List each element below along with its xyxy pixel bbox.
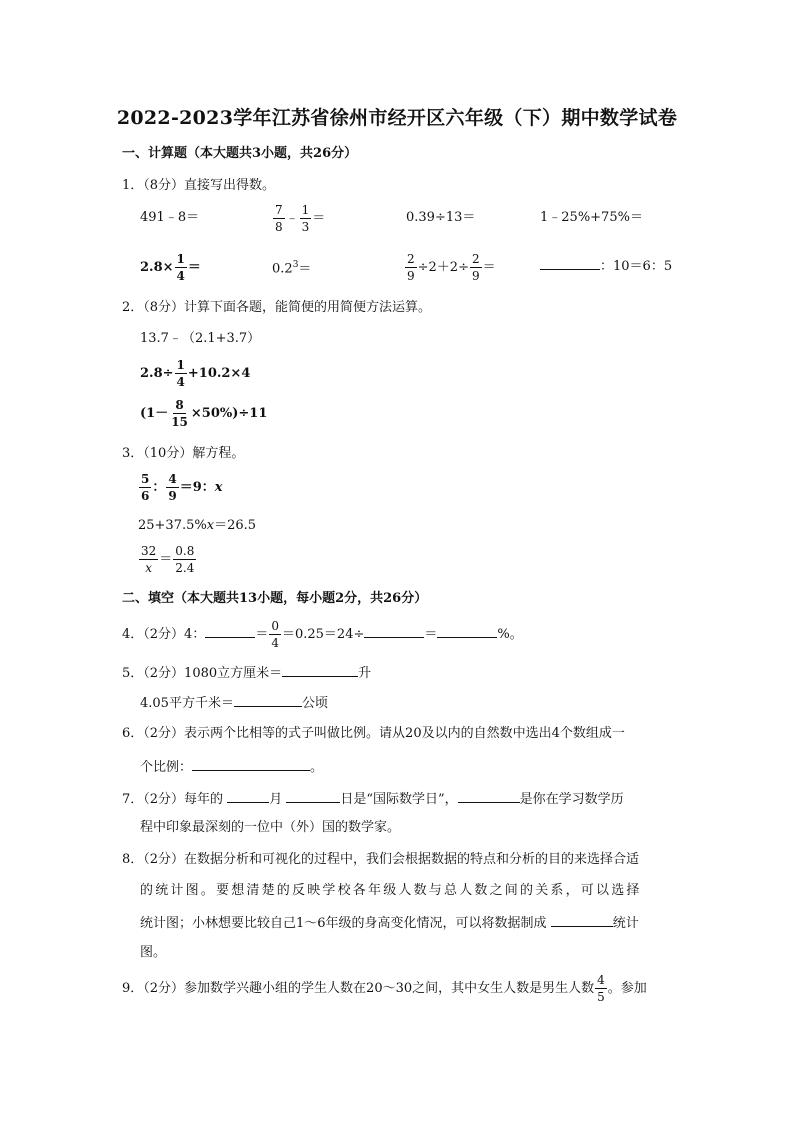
fraction: $\frac{4}{9}$ <box>168 472 177 503</box>
question-6-line-2: 个比例： 。 <box>140 757 323 777</box>
fraction: $\frac{1}{3}$ <box>301 203 310 234</box>
fraction: $\frac{2}{9}$ <box>471 252 480 283</box>
fraction: $\frac{2}{9}$ <box>407 252 415 283</box>
answer-blank[interactable] <box>282 663 358 677</box>
q1-item-b: $\frac{7}{8}$ ﹣ $\frac{1}{3}$ ＝ <box>275 203 326 234</box>
question-2-label: 2．（8分）计算下面各题，能简便的用简便方法运算。 <box>122 300 432 315</box>
section-heading-calc: 一、计算题（本大题共3小题，共26分） <box>122 146 358 161</box>
fraction: $\frac{0.8}{2.4}$ <box>175 544 195 575</box>
question-8-line-1: 8．（2分）在数据分析和可视化的过程中，我们会根据数据的特点和分析的目的来选择合适 <box>122 852 640 867</box>
fraction: $\frac{1}{4}$ <box>176 252 185 283</box>
answer-blank[interactable] <box>458 789 520 803</box>
answer-blank[interactable] <box>234 693 302 707</box>
question-5-line-1: 5．（2分）1080立方厘米＝ 升 <box>122 663 371 683</box>
answer-blank[interactable] <box>364 624 424 638</box>
answer-blank[interactable] <box>286 789 340 803</box>
q1-item-e: 2.8× $\frac{1}{4}$ ＝ <box>140 252 201 283</box>
question-8-line-2: 的统计图。要想清楚的反映学校各年级人数与总人数之间的关系，可以选择 <box>140 883 642 898</box>
answer-blank[interactable] <box>540 256 600 270</box>
question-6-line-1: 6．（2分）表示两个比相等的式子叫做比例。请从20及以内的自然数中选出4个数组成一 <box>122 726 625 741</box>
fraction: $\frac{7}{8}$ <box>275 203 283 234</box>
question-8-line-4: 图。 <box>140 945 167 960</box>
question-1-label: 1．（8分）直接写出得数。 <box>122 178 276 193</box>
page-title: 2022-2023学年江苏省徐州市经开区六年级（下）期中数学试卷 <box>116 107 678 129</box>
answer-blank[interactable] <box>205 624 255 638</box>
fraction: $\frac{0}{4}$ <box>271 619 279 650</box>
answer-blank[interactable] <box>192 757 310 771</box>
q1-item-g: $\frac{2}{9}$ ÷2＋2÷ $\frac{2}{9}$ ＝ <box>407 252 496 283</box>
q3-item-c: $\frac{32}{x}$ ＝ $\frac{0.8}{2.4}$ <box>141 544 195 575</box>
question-7-line-1: 7．（2分）每年的 月 日是“国际数学日”， 是你在学习数学历 <box>122 789 624 809</box>
q2-item-c: (1－ $\frac{8}{15}$ ×50%)÷11 <box>140 398 268 429</box>
q1-item-c: 0.39÷13＝ <box>406 210 476 225</box>
q1-item-a: 491﹣8＝ <box>140 210 200 225</box>
q1-item-d: 1﹣25%+75%＝ <box>540 210 643 225</box>
fraction: $\frac{8}{15}$ <box>171 398 188 429</box>
question-7-line-2: 程中印象最深刻的一位中（外）国的数学家。 <box>140 820 401 835</box>
question-5-line-2: 4.05平方千米＝ 公顷 <box>140 693 328 713</box>
answer-blank[interactable] <box>551 913 613 927</box>
q1-item-f: $0.2^3=$ <box>272 260 312 277</box>
question-4: 4．（2分）4： ＝ $\frac{0}{4}$ ＝0.25＝24÷ ＝ %。 <box>122 619 523 650</box>
answer-blank[interactable] <box>227 789 269 803</box>
section-heading-fill: 二、填空（本大题共13小题，每小题2分，共26分） <box>122 591 428 606</box>
fraction: $\frac{1}{4}$ <box>176 358 185 389</box>
q3-item-a: $\frac{5}{6}$ ： $\frac{4}{9}$ ＝9：x <box>141 472 223 503</box>
fraction: $\frac{4}{5}$ <box>597 973 605 1004</box>
q1-item-h: ：10＝6：5 <box>540 256 672 276</box>
question-3-label: 3．（10分）解方程。 <box>122 446 245 461</box>
fraction: $\frac{32}{x}$ <box>141 544 157 575</box>
q2-item-b: 2.8÷ $\frac{1}{4}$ +10.2×4 <box>140 358 251 389</box>
q3-item-b: 25+37.5%x＝26.5 <box>138 518 257 533</box>
question-9-line-1: 9．（2分）参加数学兴趣小组的学生人数在20～30之间，其中女生人数是男生人数 $\frac{4}{5}$ 。参加 <box>122 973 647 1004</box>
fraction: $\frac{5}{6}$ <box>141 472 150 503</box>
question-8-line-3: 统计图；小林想要比较自己1～6年级的身高变化情况，可以将数据制成 统计 <box>140 913 639 933</box>
q2-item-a: 13.7﹣（2.1+3.7） <box>140 331 261 346</box>
answer-blank[interactable] <box>437 624 497 638</box>
